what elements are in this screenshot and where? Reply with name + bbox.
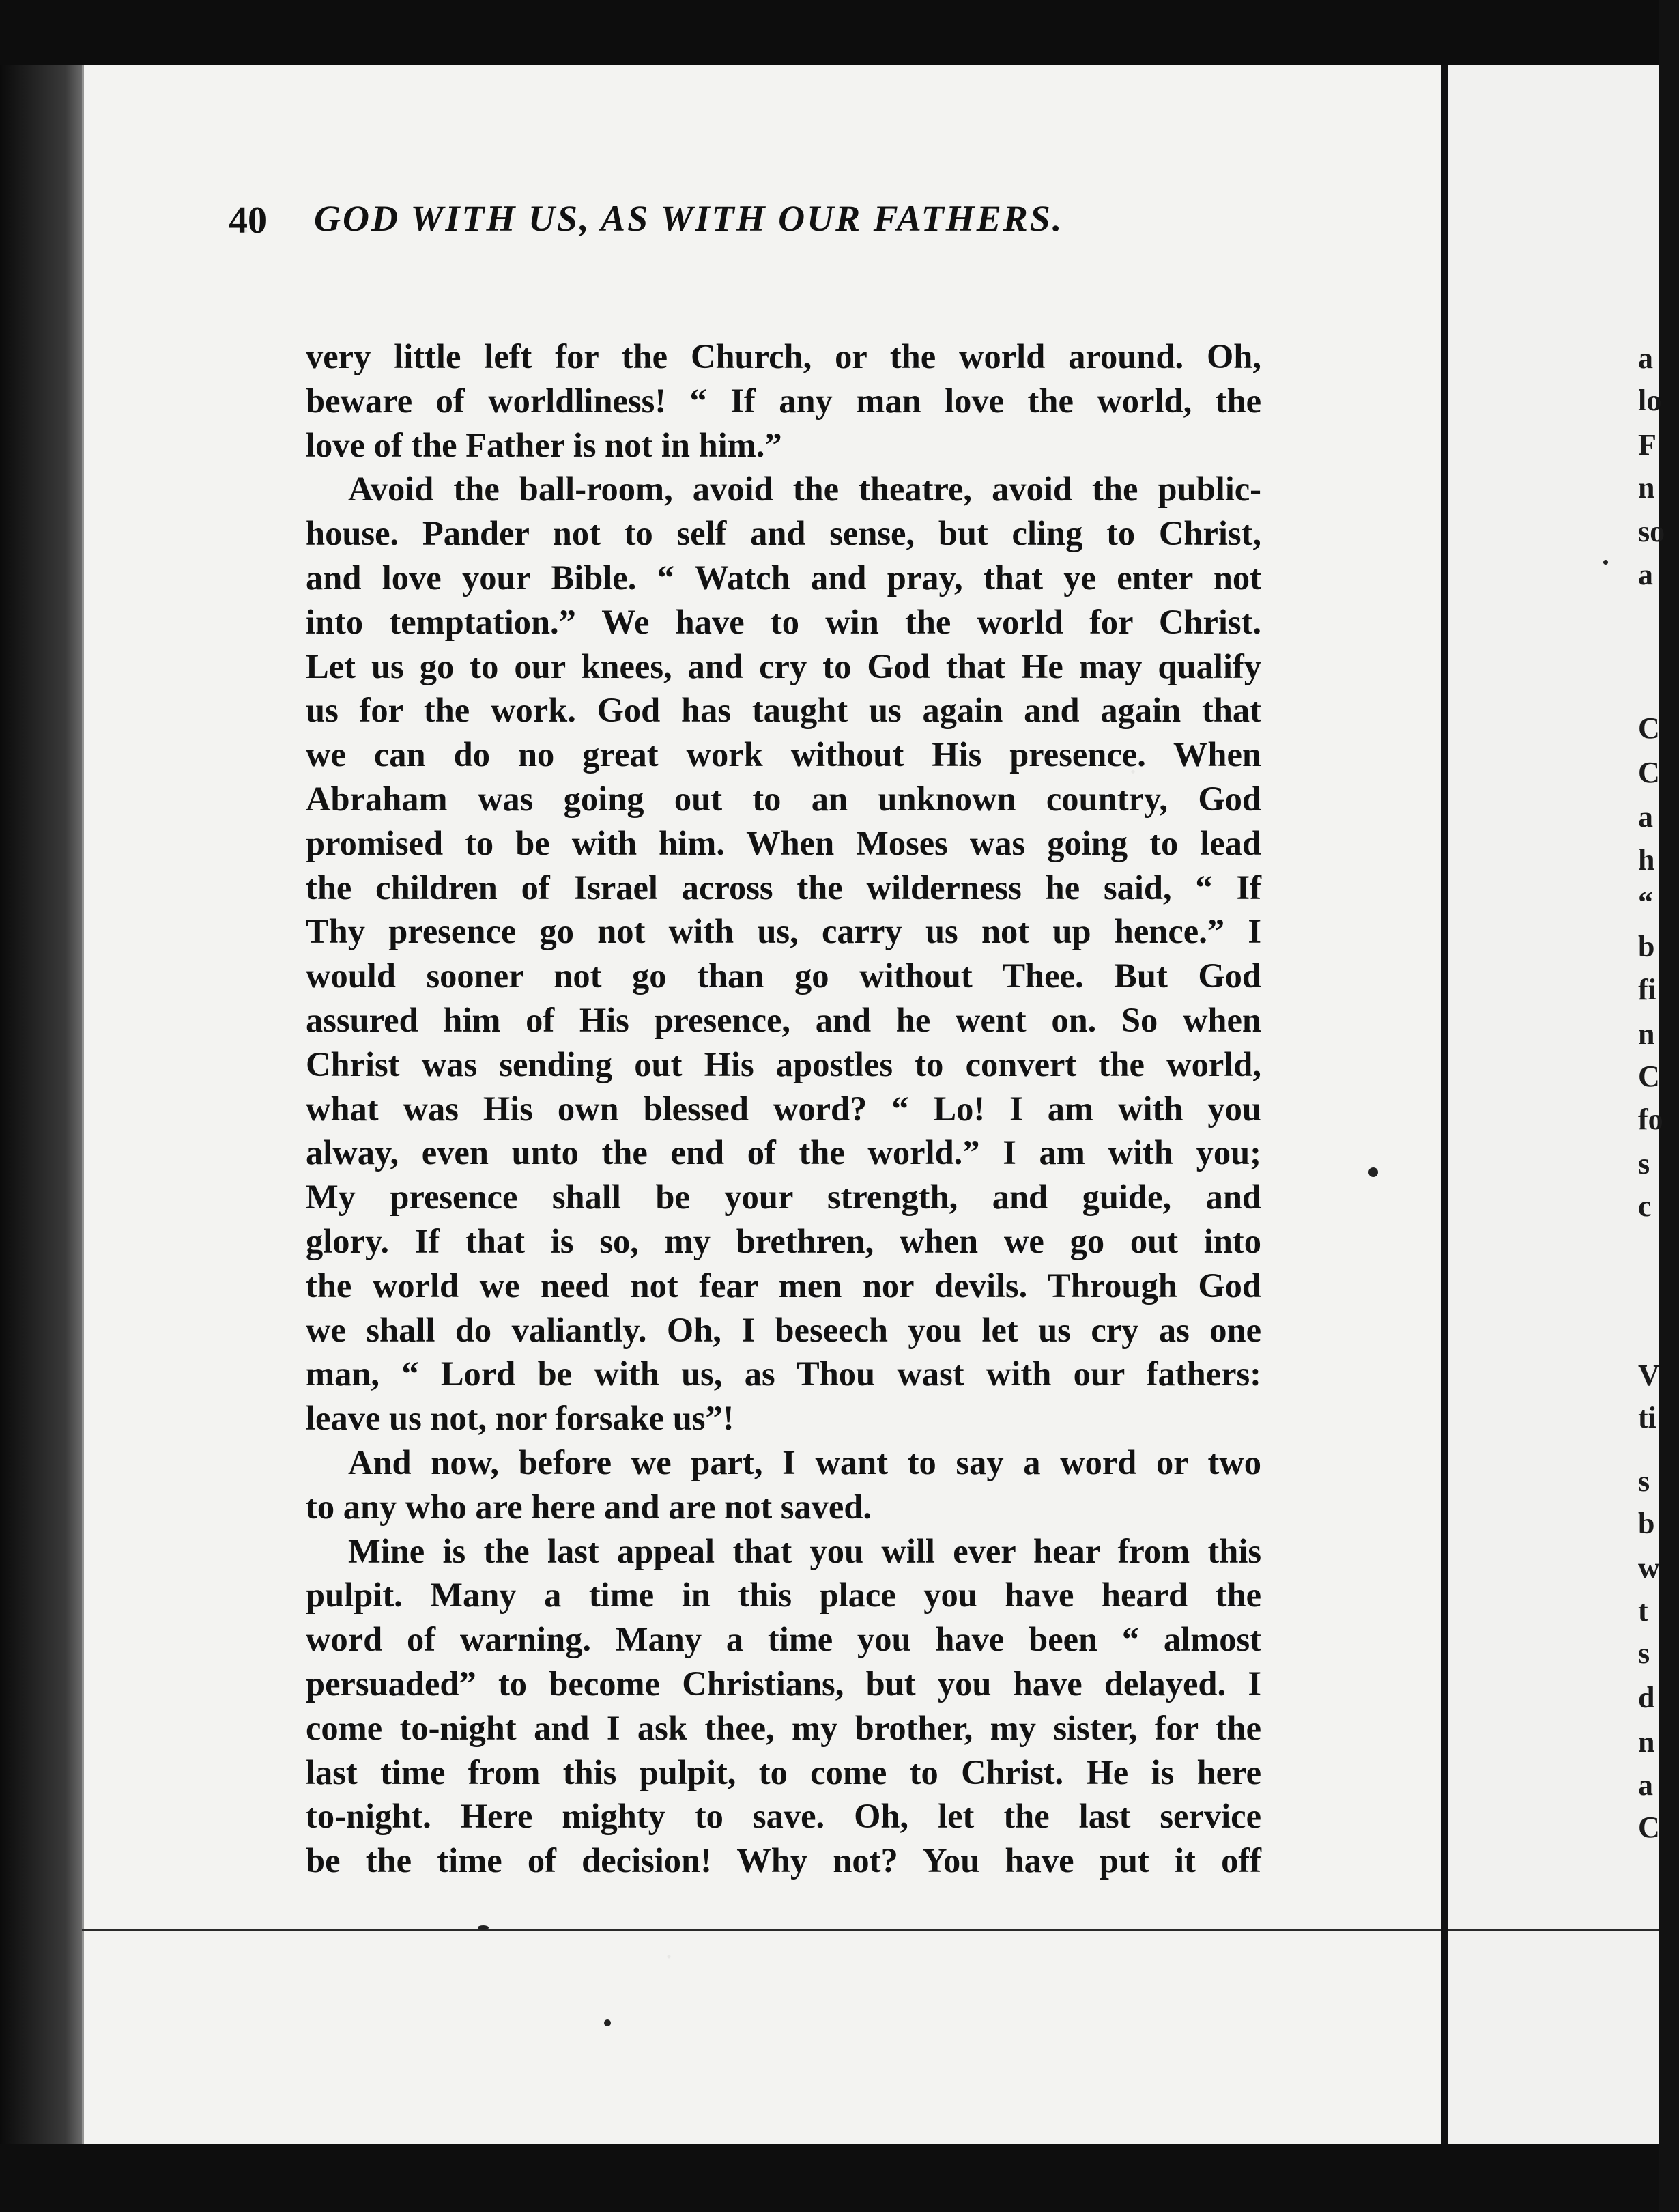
adjacent-page-letter: c — [1638, 1189, 1652, 1223]
adjacent-page-letter: a — [1638, 1768, 1653, 1802]
adjacent-page-bottom-rule — [1448, 1929, 1659, 1931]
text-line: last time from this pulpit, to come to Christ. He is here — [306, 1753, 1261, 1791]
text-line: pulpit. Many a time in this place you have heard the — [306, 1576, 1261, 1615]
adjacent-page-letter: fo — [1638, 1103, 1663, 1136]
adjacent-page-letter: ti — [1638, 1401, 1656, 1434]
text-line: word of warning. Many a time you have been “ almost — [306, 1620, 1261, 1659]
text-line: My presence shall be your strength, and guide, and — [306, 1178, 1261, 1217]
adjacent-page-sliver — [1448, 65, 1665, 2144]
adjacent-page-letter: C — [1638, 711, 1660, 745]
text-line: Let us go to our knees, and cry to God that He may qualify — [306, 647, 1261, 685]
text-line: would sooner not go than go without Thee. But God — [306, 956, 1261, 995]
microfilm-top-border — [0, 0, 1659, 65]
adjacent-page-letter: a — [1638, 341, 1653, 375]
adjacent-page-letter: d — [1638, 1681, 1655, 1714]
text-line: house. Pander not to self and sense, but cling to Christ, — [306, 514, 1261, 553]
text-line: Thy presence go not with us, carry us not up hence.” I — [306, 912, 1261, 951]
adjacent-page-letter: V — [1638, 1359, 1660, 1392]
text-line: come to-night and I ask thee, my brother, my sister, for the — [306, 1708, 1261, 1747]
adjacent-page-letter: F — [1638, 428, 1656, 462]
adjacent-page-letter: s — [1638, 1636, 1650, 1670]
adjacent-page-letter: C — [1638, 756, 1660, 789]
text-line: And now, before we part, I want to say a word or two — [348, 1443, 1261, 1481]
text-line: into temptation.” We have to win the world for Christ. — [306, 602, 1261, 641]
page-gutter-divider — [1441, 65, 1448, 2144]
text-line: glory. If that is so, my brethren, when we go out into — [306, 1221, 1261, 1260]
text-line: persuaded” to become Christians, but you have delayed. I — [306, 1664, 1261, 1703]
page-bottom-rule — [82, 1929, 1447, 1931]
text-line: and love your Bible. “ Watch and pray, that ye enter not — [306, 558, 1261, 597]
adjacent-page-letter: b — [1638, 930, 1655, 963]
text-line: the world we need not fear men nor devils. Through God — [306, 1266, 1261, 1305]
adjacent-page-letter: so — [1638, 515, 1665, 548]
text-line: Avoid the ball-room, avoid the theatre, avoid the public- — [348, 470, 1261, 509]
text-line: assured him of His presence, and he went on. So when — [306, 1000, 1261, 1039]
text-line: promised to be with him. When Moses was going to lead — [306, 823, 1261, 862]
text-line: to-night. Here mighty to save. Oh, let the last service — [306, 1797, 1261, 1836]
text-line: very little left for the Church, or the world around. Oh, — [306, 337, 1261, 375]
microfilm-bottom-border — [0, 2144, 1659, 2212]
text-line: alway, even unto the end of the world.” I am with you; — [306, 1133, 1261, 1172]
text-line: what was His own blessed word? “ Lo! I am with you — [306, 1089, 1261, 1128]
adjacent-page-letter: lo — [1638, 384, 1662, 417]
adjacent-page-letter: n — [1638, 1017, 1655, 1051]
text-line: beware of worldliness! “ If any man love the world, the — [306, 381, 1261, 420]
text-line: Abraham was going out to an unknown country, God — [306, 779, 1261, 818]
body-text — [306, 335, 1261, 1883]
scan-speck — [604, 2019, 611, 2026]
scan-speck — [1368, 1167, 1378, 1177]
adjacent-page-letter: fi — [1638, 973, 1656, 1006]
adjacent-page-letter: a — [1638, 558, 1653, 591]
text-line: love of the Father is not in him.” — [306, 425, 782, 464]
adjacent-page-letter: “ — [1638, 885, 1653, 919]
text-line: Mine is the last appeal that you will ever hear from this — [348, 1531, 1261, 1570]
page-left-edge-shadow — [0, 65, 82, 2212]
running-header — [229, 193, 1328, 248]
adjacent-page-letter: n — [1638, 471, 1655, 505]
scan-speck — [1603, 560, 1608, 565]
text-line: the children of Israel across the wilderness he said, “ If — [306, 868, 1261, 907]
adjacent-page-letter: a — [1638, 800, 1653, 834]
text-line: Christ was sending out His apostles to convert the world, — [306, 1045, 1261, 1083]
adjacent-page-letter: b — [1638, 1507, 1655, 1540]
text-line: be the time of decision! Why not? You have put it off — [306, 1841, 1261, 1880]
adjacent-page-letter: C — [1638, 1811, 1660, 1844]
text-line: we can do no great work without His presence. When — [306, 735, 1261, 774]
text-line: we shall do valiantly. Oh, I beseech you let us cry as one — [306, 1310, 1261, 1349]
page-number: 40 — [229, 199, 267, 242]
adjacent-page-letter: w — [1638, 1551, 1660, 1585]
adjacent-page-letter: s — [1638, 1464, 1650, 1498]
adjacent-page-letter: h — [1638, 843, 1655, 877]
text-line: leave us not, nor forsake us”! — [306, 1399, 734, 1438]
adjacent-page-letter: n — [1638, 1725, 1655, 1759]
adjacent-page-letter: C — [1638, 1060, 1660, 1093]
scan-speck — [478, 1925, 489, 1930]
running-title: GOD WITH US, AS WITH OUR FATHERS. — [314, 198, 1064, 239]
text-line: man, “ Lord be with us, as Thou wast with our fathers: — [306, 1355, 1261, 1393]
adjacent-page-letter: t — [1638, 1594, 1648, 1628]
adjacent-page-letter: s — [1638, 1147, 1650, 1180]
page-left-rule — [82, 65, 84, 2144]
adjacent-page-letters — [1638, 65, 1679, 2144]
text-line: us for the work. God has taught us again and again that — [306, 691, 1261, 730]
text-line: to any who are here and are not saved. — [306, 1487, 872, 1526]
